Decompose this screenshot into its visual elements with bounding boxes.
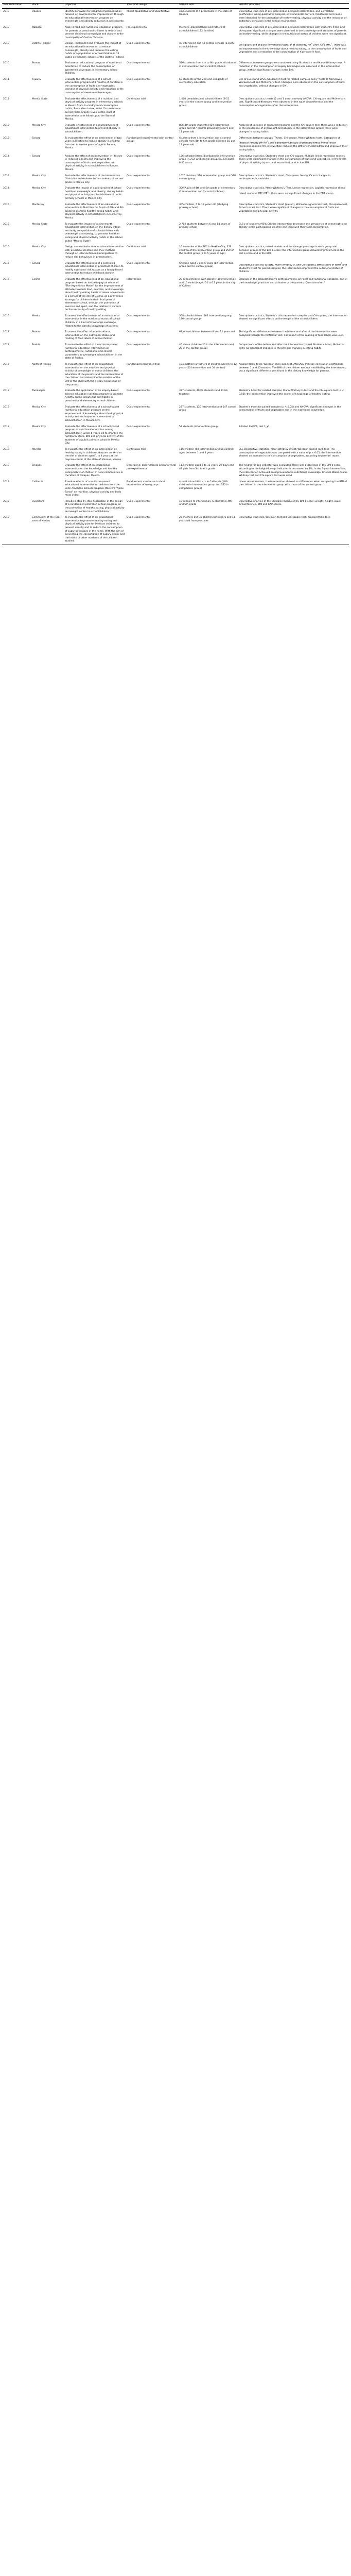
- cell-place: Colima: [32, 278, 41, 281]
- cell-tools: Randomized controlled trial: [127, 363, 160, 366]
- cell-year: 2017: [3, 344, 9, 347]
- cell-objective: Evaluate the effectiveness of the intervention "Nutrición en Movimiento" in students of second grade in Mexico City.: [65, 174, 124, 184]
- cell-objective: Evaluate the effect of an educational intervention on the knowledge and healthy eating habits of children in rural communities in the State of Chiapas, Mexico.: [65, 464, 123, 478]
- cell-results: Descriptive analysis of the variables measured by BMI z-score; weight, height, waist circumference, BMI and KAP scores.: [239, 500, 341, 506]
- studies-table: [2, 3, 349, 545]
- cell-year: 2019: [3, 464, 9, 467]
- cell-objective: Evaluate the effectiveness of an educational intervention in Nutrition for Pupils of 5th and 6th grade to promote healthy eating habits and physical activity in schoolchildren in Monterrey, Mexico.: [65, 203, 124, 220]
- cell-sample: 40 intervened and 40 control schools (11,000 schoolchildren): [179, 42, 235, 48]
- cell-sample: 277 students, 130 intervention and 147 control group: [179, 405, 237, 412]
- cell-year: 2012: [3, 97, 9, 100]
- cell-tools: Quasi-experimental: [127, 187, 151, 190]
- table-row: [2, 154, 349, 173]
- cell-results: The height-for-age indicator was evaluated; there was a decrease in the BMI z-score; according to the height-for-age indicator; it decreased by 4%, in the 3-year intervention; the intervention achieved an improvement in nutritional knowledge. Kruskal-Wallis, Mann-Whitney test and Chi-square test were used.: [239, 464, 348, 478]
- cell-year: 2012: [3, 137, 9, 140]
- cell-sample: 4 rural school districts in California (409 children in intervention group and 352 in comparison group): [179, 480, 229, 490]
- table-row: [2, 261, 349, 277]
- cell-sample: 377 students, 40 PS students and 51 ES teachers: [179, 389, 228, 396]
- cell-place: Mexico City: [32, 124, 46, 127]
- cell-place: Chiapas: [32, 464, 42, 467]
- cell-year: 2016: [3, 246, 9, 249]
- cell-objective: Evaluate the impact of a pilot project of school health on overweight and obesity, dietary habits and physical activity in schoolchildren of public primary schools in Mexico City.: [65, 187, 124, 200]
- cell-sample: 1,000 preadolescent schoolchildren (8-11 years) in the control group and intervention group: [179, 97, 232, 107]
- cell-place: Monterrey: [32, 203, 44, 206]
- cell-sample: 2,702 students between 6 and 14 years of primary school: [179, 223, 231, 229]
- table-row: [2, 8, 349, 25]
- table-row: [2, 123, 349, 135]
- table-row: [2, 41, 349, 60]
- cell-tools: Quasi-experimental: [127, 314, 151, 317]
- cell-objective: To evaluate the effect of an educational intervention to promote healthy eating and physical activity plan for Mexican children, to prevent obesity and to reduce the consumption of sugar beverages in the home. With the aim of preventing the consumption of sugary drinks and the intake of other nutrients of the children studied.: [64, 515, 126, 545]
- table-row: [2, 499, 349, 515]
- table-row: [2, 135, 349, 154]
- cell-year: 2018: [3, 405, 9, 409]
- cell-objective: Evaluate the effectiveness of a controlled educational intervention in preschool children to modify nutritional risk factors as a family-based intervention to reduce childhood obesity.: [65, 262, 124, 275]
- cell-results: Descriptive statistics (t-tests, Mann-Whitney U, and Chi-square), BMI z-score of WHO$^f$ and student's t-test for paired samples; the intervention improved the nutritional status of children.: [239, 262, 347, 274]
- cell-sample: 113 children aged 6 to 12 years, 27 boys and 48 girls from 3rd to 6th grade: [179, 464, 234, 471]
- cell-place: Distrito Federal: [32, 42, 50, 45]
- cell-results: 2-tailed ANOVA, test t, χ²: [239, 425, 269, 428]
- cell-sample: 305 children, 5 to 13 years old (studying primary school): [179, 203, 229, 210]
- cell-results: Descriptive statistics, Student's t-test (paired), Wilcoxon signed-rank test, Chi-square test, Fisher's exact test. There were significant changes in the consumption of fruits and vegetables and physical activity.: [239, 203, 348, 213]
- cell-year: 2019: [3, 500, 9, 503]
- cell-objective: To assess the effect of an educational intervention on the nutritional status and reading of food labels of schoolchildren.: [65, 331, 115, 341]
- header-row: [2, 4, 349, 9]
- cell-sample: 1020 children, 510 intervention group and 510 control group: [179, 174, 236, 181]
- cell-tools: Intervention: [127, 278, 142, 281]
- cell-tools: Quasi-experimental: [126, 515, 178, 545]
- cell-place: Sonora: [32, 62, 41, 65]
- cell-year: 2016: [3, 278, 9, 281]
- cell-year: 2019: [3, 480, 9, 483]
- table-row: [2, 60, 349, 76]
- table-body: [2, 8, 349, 545]
- cell-tools: Quasi-experimental: [127, 500, 151, 503]
- cell-tools: Quasi-experimental: [127, 62, 151, 65]
- cell-place: Tabasco: [32, 26, 42, 29]
- cell-objective: To evaluate the impact of a nine-month educational intervention on the dietary intake and body composition of schoolchildren with overweight and obesity, to promote healthier eating and physical activity habits in the school called "Mexico State".: [65, 223, 122, 243]
- cell-results: Kruskal Wallis tests, Wilcoxon rank-sum test, ANCOVA, Pearson correlation coefficients between 1 and 12 months. The BMI of the children was not modified by the intervention, but a significant difference was found in the dietary knowledge for parents.: [239, 363, 346, 373]
- cell-tools: Quasi-experimental: [127, 78, 151, 81]
- cell-sample: Mothers, grandmothers and fathers of schoolchildren (172 families): [179, 26, 225, 32]
- cell-year: 2016: [3, 262, 9, 265]
- cell-objective: Evaluate the effectiveness of a school-based program of nutritional education among schoolchildren under 5 years old to improve the nutritional state, BMI and physical activity of the students of a public primary school in Mexico City.: [65, 425, 124, 445]
- table-row: [2, 185, 349, 201]
- cell-place: Mexico State: [32, 223, 48, 226]
- cell-year: 2011: [3, 78, 9, 81]
- cell-results: Student's t-test for related samples, Mann-Whitney U-test and the Chi-square test (p < 0.05); the intervention improved the scores of knowledge of healthy eating.: [239, 389, 344, 396]
- table-row: [2, 479, 349, 499]
- cell-tools: Randomized, cluster and cohort intervention of two groups: [127, 480, 165, 487]
- cell-tools: Mixed: Qualitative and Quantitative: [127, 10, 170, 13]
- cell-year: 2017: [3, 363, 9, 366]
- cell-place: Sonora: [32, 137, 41, 140]
- cell-objective: Examine effects of a multicomponent educational intervention on children from the Latin American schools program Mexico's "Niños Sanos" on nutrition, physical activity and body mass index.: [65, 480, 124, 497]
- cell-year: 2019: [2, 515, 31, 545]
- cell-objective: Analyze the effect of an intervention in lifestyle in reducing obesity and improving the consumption of fruits and vegetables and physical activity in schoolchildren in Sonora, Mexico.: [65, 155, 122, 171]
- cell-results: The significant differences between the before and after of the intervention were analyzed through the McNemar test. Self-report of the reading of food labels was used.: [239, 331, 344, 337]
- cell-tools: Continuous trial: [127, 448, 146, 451]
- table-row: [2, 362, 349, 388]
- cell-year: 2018: [3, 425, 9, 428]
- cell-results: Descriptive statistics of pre-intervention and post-intervention, and correlation coefficients; using qualitative analysis, environmental barriers, facilitators and needs were identified for the promotion of healthy eating, physical activity and the reduction of sedentary behaviors in the school environment.: [239, 10, 347, 23]
- header-year: Year Publication: [2, 4, 31, 9]
- cell-sample: 10 schools (5 intervention, 5 control) in 4th and 5th grade: [179, 500, 232, 506]
- cell-year: 2012: [3, 124, 9, 127]
- table-row: [2, 447, 349, 463]
- cell-sample: Students from 4 intervention and 4 control schools from 4th to 6th grade between 10 and 12 years old: [179, 137, 236, 146]
- cell-results: Descriptive statistics, mixed models and the change pre-stage in each group and between groups of the BMI z-score; the intervention group showed improvement in the BMI z-score and in the BMI.: [239, 246, 344, 256]
- cell-sample: 16 nurseries of the SEC in Mexico City; 279 children of the intervention group and 259 of the control group (3 to 5 years of age): [179, 246, 234, 256]
- table-row: [2, 342, 349, 362]
- cell-place: California: [32, 480, 44, 483]
- cell-results: Linear mixed models; the intervention showed no differences when comparing the BMI of the children in the intervention group with those of the control group.: [239, 480, 347, 487]
- cell-sample: 104 mothers or fathers of children aged 6 to 12 years (50 intervention and 54 control): [179, 363, 237, 369]
- cell-sample: 20 schoolchildren with obesity (10 intervention and 10 control) aged 10 to 12 years in the city of Colima: [179, 278, 236, 288]
- cell-tools: Quasi-experimental: [127, 42, 151, 45]
- cell-objective: Design and evaluate an educational intervention with preschool children and their mothers through an intervention in kindergartens to reduce risk behaviours in preschoolers.: [65, 246, 124, 259]
- cell-place: Sonora: [32, 155, 41, 158]
- cell-sample: 153 students of 4 preschools in the state of Oaxaca: [179, 10, 232, 16]
- cell-objective: Evaluate the effectiveness of a nutrition and physical activity program in elementary schools in Mexico State to modify food consumption habits, Body Mass Index, Waist Circumference and physical activity levels at the start of intervention and follow-up at the State of Mexico.: [65, 97, 123, 121]
- cell-results: Analysis of variance of repeated measures and the Chi-square test; there was a reduction in the prevalence of overweight and obesity in the intervention group; there were changes in eating habits.: [239, 124, 347, 133]
- cell-tools: Quasi-experimental: [127, 223, 151, 226]
- cell-place: Sonora: [32, 331, 41, 334]
- cell-results: BLS z of students (95% CI); the intervention decreased the prevalence of overweight and obesity in the participating children and improved their food consumption.: [239, 223, 347, 229]
- cell-tools: Quasi-experimental: [127, 203, 151, 206]
- cell-results: Comparisons of the before and after the intervention (paired Student's t-test, McNemar test); no significant changes in the BMI but changes in eating habits.: [239, 344, 345, 350]
- cell-objective: To assess the effectiveness of an educational intervention in the nutritional status of school children, in a kind of knowledge exchange related to the obesity knowledge of parents.: [65, 314, 120, 328]
- table-row: [2, 404, 349, 424]
- cell-place: Mexico State: [32, 97, 48, 100]
- cell-objective: Evaluate an educational program of nutritional orientation to reduce the consumption of sweetened beverages in elementary school children.: [65, 62, 121, 75]
- cell-year: 2017: [3, 331, 9, 334]
- cell-tools: Quasi-experimental: [127, 262, 151, 265]
- cell-place: Oaxaca: [32, 10, 41, 13]
- cell-tools: Quasi-experimental: [127, 331, 151, 334]
- cell-results: Differences between groups: T-tests, Chi-square, Mann-Whitney tests. Categories of Physical Activity (MVPA$^d$) and Sedentary Lifestyle (Sedentary time). Mixed linear regression models; the intervention reduced the BMI of schoolchildren and improved their eating habits.: [239, 137, 348, 151]
- cell-results: Descriptive statistics, Student's t-test and Chi-square, Multiple linear regression models. There were significant changes in the consumption of fruits and vegetables, in the levels of physical activity (sports and recreation), and in the BMI.: [239, 155, 346, 164]
- cell-results: Student's t-test for paired samples (p < 0.05) and ANOVA; significant changes in the consumption of fruits and vegetables and in the nutritional knowledge.: [239, 405, 341, 412]
- table-row: [2, 244, 349, 260]
- cell-place: Morelos: [32, 448, 42, 451]
- cell-tools: Quasi-experimental: [127, 174, 151, 177]
- table-row: [2, 515, 349, 545]
- cell-place: Sonora: [32, 262, 41, 265]
- header-sample: Sample Size: [178, 4, 238, 9]
- cell-year: 2010: [3, 42, 9, 45]
- cell-tools: Quasi-experimental: [127, 344, 151, 347]
- cell-tools: Continuous trial: [127, 246, 146, 249]
- cell-tools: Quasi-experimental: [127, 389, 151, 393]
- cell-results: Use of Excel and SPSS; Student's t-test for related samples and χ² tests of Nemenyi's; Wilcoxon test and McNemar's test. Changes were observed in the consumption of fruits and vegetables, without changes in BMI.: [239, 78, 345, 88]
- cell-tools: Quasi-experimental: [127, 155, 151, 158]
- cell-place: Mexico City: [32, 187, 46, 190]
- cell-place: Mexico City: [32, 425, 46, 428]
- cell-year: 2014: [3, 174, 9, 177]
- table-row: [2, 222, 349, 245]
- document-page: [0, 0, 351, 545]
- cell-results: Chi square and analysis of variance tests; t² of students, $RR^a$ (95% $CI^b$), IMC$^c$. There was an improvement in the knowledge about healthy eating, in the consumption of fruits and vegetables and a reduction in the consumption of high-calorie food.: [239, 42, 347, 54]
- cell-tools: Descriptive, observational and analytical pre-experimental: [127, 464, 176, 471]
- cell-objective: Provide a step-by-step description of the design of a randomized controlled school program for the promotion of healthy eating, physical activity and weight control in schoolchildren.: [65, 500, 125, 513]
- cell-results: Descriptive statistics, Student's t for dependent samples and Chi-square; the intervention showed no significant effects on the weight of the schoolchildren.: [239, 314, 347, 321]
- cell-place: Queretaro: [32, 500, 44, 503]
- cell-year: 2015: [3, 203, 9, 206]
- cell-sample: 116 children (58 intervention and 58 control) aged between 1 and 4 years: [179, 448, 234, 454]
- cell-year: 2015: [3, 223, 9, 226]
- cell-sample: 316 students from 4th to 6th grade, distributed in 2 intervention and 2 control schools: [179, 62, 237, 68]
- table-row: [2, 277, 349, 313]
- cell-place: Mexico City: [32, 246, 46, 249]
- table-row: [2, 25, 349, 41]
- cell-objective: To evaluate the effect of a multi-component nutritional education intervention on anthropometric, nutritional and clinical parameters in overweight schoolchildren in the state of Puebla.: [65, 344, 122, 360]
- table-row: [2, 463, 349, 479]
- table-row: [2, 424, 349, 447]
- table-row: [2, 388, 349, 404]
- cell-place: Mexico City: [32, 405, 46, 409]
- cell-results: Descriptive statistics. Student's t-test, Chi-square. No significant changes in anthropometric variables.: [239, 174, 331, 181]
- cell-tools: Pre-experimental: [127, 26, 148, 29]
- cell-sample: 126 schoolchildren, distributed in intervention group (n=63) and control group (n=63) aged 8-12 years: [179, 155, 235, 164]
- cell-objective: To evaluate the effect of an intervention of two years in lifestyle to reduce obesity in children from ten to twelve years of age in Sonora, Mexico.: [65, 137, 122, 150]
- cell-objective: Evaluate the effectiveness of an educational program based on the pedagogical model of "The Argentinian Model" for the improvement of attitudes towards food, exercise, and knowledge about healthy eating habits of obese adolescents in a school of the city of Colima, as a preventive strategy for children in their final years of elementary school, through the promotion of exercise and sport, and the relation to parents on the necessity of healthy eating.: [65, 278, 125, 312]
- table-row: [2, 329, 349, 342]
- cell-year: 2010: [3, 26, 9, 29]
- cell-sample: 368 schoolchildren (182 intervention group, 186 control group): [179, 314, 233, 321]
- cell-objective: Design, implement and evaluate the impact of an educational intervention to reduce overweight, obesity and improve the eating habits of a population of schoolchildren in 11 public elementary schools of the Distrito Federal.: [65, 42, 125, 59]
- cell-objective: To evaluate the effect of an educational intervention on the nutrition and physical activity of overweight or obese children. the education of the parents and the intervention of the children and determine the relation of the BMI of the child with the dietary knowledge of the parents.: [65, 363, 124, 386]
- cell-place: Mexico City: [32, 174, 46, 177]
- table-row: [2, 96, 349, 123]
- cell-objective: To evaluate the effect of an intervention on healthy eating in children's daycare centers on the diet of children aged 1 to 4 years at the daycare center of the state of Morelos, Mexico.: [65, 448, 122, 461]
- cell-tools: Quasi-experimental: [127, 425, 151, 428]
- cell-year: 2018: [3, 389, 9, 393]
- cell-results: Descriptive statistics, Wilcoxon test and Chi-square test. Kruskal-Wallis test.: [238, 515, 349, 545]
- cell-tools: Randomized experimental with control group: [127, 137, 173, 143]
- cell-results: Descriptive statistics of pre-intervention and post-intervention with Student's t test and chi-square; significant changes were observed in the knowledge and attitudes of parents on healthy eating, while changes in the nutritional status of children were not significant.: [239, 26, 347, 36]
- table-row: [2, 77, 349, 96]
- cell-objective: Evaluate the effectiveness of a school intervention program of 8 months of duration in the consumption of fruits and vegetables, increase of physical activity and reduction in the consumption of sweetened beverages.: [65, 78, 124, 95]
- cell-year: 2010: [3, 10, 9, 13]
- cell-place: Tamaulipas: [32, 389, 46, 393]
- table-row: [2, 173, 349, 186]
- cell-objective: Evaluate effectiveness of a multicomponent educational intervention to prevent obesity in schoolchildren.: [65, 124, 120, 133]
- cell-sample: 57 students (intervention group): [179, 425, 219, 428]
- cell-place: Community of the rural zone of Mexico: [31, 515, 64, 545]
- cell-place: Tijuana: [32, 78, 41, 81]
- cell-sample: 62 schoolchildren between 8 and 12 years old: [179, 331, 235, 334]
- header-place: Place: [31, 4, 64, 9]
- header-objective: Objective: [64, 4, 126, 9]
- cell-results: Descriptive statistics, Mann-Whitney U Test, Linear regression, Logistic regression (lineal mixed models), IMC $(PP^e)$; there were no significant changes in the BMI scores.: [239, 187, 346, 195]
- cell-sample: Children aged 3 and 5 years (82 intervention group and 67 control group): [179, 262, 234, 268]
- table-header: [2, 4, 349, 9]
- cell-place: North of Mexico: [32, 363, 51, 366]
- cell-sample: 50 students of the 2nd and 3rd grade of elementary education: [179, 78, 228, 84]
- header-results: Results/ Analyses: [238, 4, 349, 9]
- cell-year: 2014: [3, 155, 9, 158]
- cell-objective: Identify behaviors for program implementation focused on environmental improvement through an educational intervention program on overweight and obesity reduction in adolescents.: [65, 10, 125, 23]
- cell-place: Mexico: [32, 314, 41, 317]
- header-tools: Tools and Design: [126, 4, 178, 9]
- cell-tools: Continuous trial: [127, 97, 146, 100]
- cell-results: BLS Descriptive statistics, Mann-Whitney U test, Wilcoxon signed-rank test. The consumption of vegetables was compared with a value of p < 0.05; the intervention showed an increase in the consumption of vegetables, according to parents' report.: [239, 448, 341, 458]
- cell-year: 2016: [3, 314, 9, 317]
- cell-year: 2014: [3, 187, 9, 190]
- cell-results: Differences between groups were analyzed using Student's t and Mann-Whitney tests. A reduction in the consumption of sugary beverages was observed in the intervention group, without significant changes in the BMI.: [239, 62, 346, 72]
- cell-tools: Quasi-experimental: [127, 124, 151, 127]
- cell-sample: 40 obese children (20 in the intervention and 20 in the control group): [179, 344, 234, 350]
- cell-tools: Quasi-experimental: [127, 405, 151, 409]
- cell-results: Changes in the schoolchildren's anthropometric, physical and nutritional variables, and in the knowledge, practices and attitudes of the parents (Questionnaire).⁷: [239, 278, 347, 284]
- cell-objective: Evaluate the application of an inquiry-based science education nutrition program to promote healthy eating knowledge and habits in preschool and elementary school children.: [65, 389, 123, 402]
- cell-sample: 306 Pupils of 4th and 5th grade of elementary (2 intervention and 2 control schools): [179, 187, 235, 193]
- table-row: [2, 313, 349, 329]
- cell-place: Puebla: [32, 344, 40, 347]
- cell-year: 2010: [3, 62, 9, 65]
- cell-sample: 27 mothers and 30 children between 6 and 11 years old from practices: [178, 515, 238, 545]
- cell-objective: Apply a food and nutritional education program for parents of preschool children to reduce and prevent childhood overweight and obesity in the municipality of Centro, Tabasco.: [65, 26, 124, 39]
- cell-sample: 886 4th grade students (439 intervention group and 447 control group) between 9 and 11 years old: [179, 124, 234, 133]
- table-row: [2, 202, 349, 222]
- cell-objective: Evaluate the effectiveness of a school-based nutritional education program on the improvement of knowledge about food, physical activity and anthropometric measures of schoolchildren in Mexico City.: [65, 405, 124, 422]
- cell-results: Descriptive statistics; t-tests (2 and 1 arm), one-way ANOVA. Chi-square and McNemar's test. Significant differences were observed in the waist circumference and the consumption of vegetables after the intervention.: [239, 97, 346, 107]
- cell-year: 2019: [3, 448, 9, 451]
